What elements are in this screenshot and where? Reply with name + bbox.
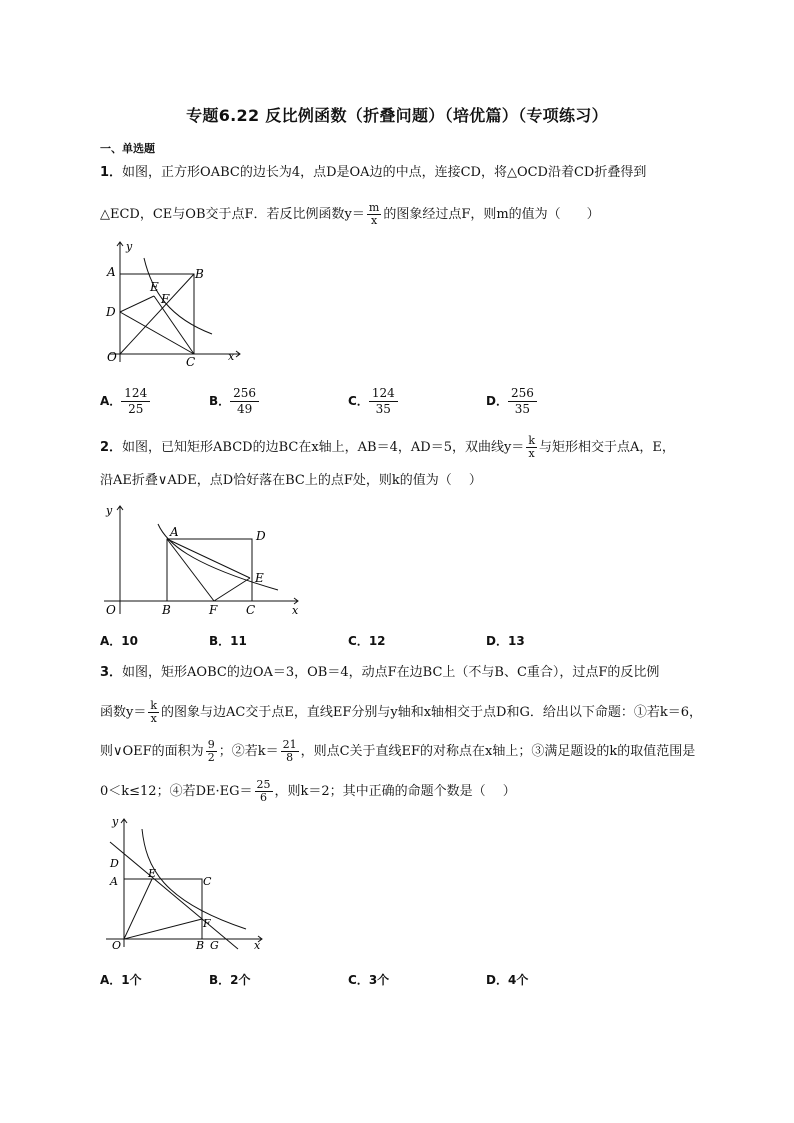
- q3-frac4-den: 6: [260, 791, 268, 804]
- q2-line-1: [100, 435, 675, 460]
- q3-segment-of: [124, 919, 202, 939]
- q2-option-b-value: 11: [230, 634, 247, 648]
- q1-text-2b: 的图象经过点F，则m的值为（ ）: [383, 207, 600, 222]
- q3-line-3: [100, 739, 695, 764]
- q1-label-f: F: [161, 292, 170, 306]
- q2-label-b: B: [162, 603, 171, 617]
- q2-figure: [100, 500, 305, 620]
- q2-number: 2．: [100, 440, 123, 455]
- q1-option-d-den: 35: [514, 402, 531, 416]
- q2-label-a: A: [170, 525, 179, 539]
- q3-text-2b: 的图象与边AC交于点E，直线EF分别与y轴和x轴相交于点D和G．给出以下命题：①若k＝6，: [161, 705, 702, 720]
- q1-option-c[interactable]: [348, 386, 398, 417]
- q1-option-c-num: 124: [369, 386, 398, 402]
- q1-option-a-frac: [121, 386, 150, 417]
- q3-text-3c: ，则点C关于直线EF的对称点在x轴上；③满足题设的k的取值范围是: [300, 744, 696, 759]
- q1-fraction: [367, 202, 381, 227]
- q1-option-c-den: 35: [375, 402, 391, 416]
- q1-number: 1．: [100, 165, 123, 180]
- q2-label-d: D: [256, 529, 266, 543]
- q3-fraction-2: [206, 739, 217, 764]
- q1-option-a-label: A．: [100, 394, 122, 408]
- section-heading: 一、单选题: [100, 142, 155, 155]
- q1-option-a[interactable]: [100, 386, 150, 417]
- q2-label-e: E: [255, 571, 264, 585]
- q3-label-y: y: [112, 815, 119, 828]
- q2-text-1a: 如图，已知矩形ABCD的边BC在x轴上，AB＝4，AD＝5，双曲线y＝: [122, 440, 525, 455]
- q3-option-b[interactable]: [209, 971, 251, 988]
- q2-option-b-label: B．: [209, 634, 231, 648]
- q3-frac1-num: k: [150, 699, 158, 712]
- q3-text-3a: 则∨OEF的面积为: [100, 744, 204, 759]
- q3-text-3b: ；②若k＝: [218, 744, 279, 759]
- q3-label-a: A: [110, 875, 118, 888]
- q2-option-d-value: 13: [507, 634, 525, 648]
- q1-text-1: 如图，正方形OABC的边长为4，点D是OA边的中点，连接CD，将△OCD沿着CD折叠得到: [122, 165, 647, 180]
- q2-segment-fe: [214, 578, 250, 601]
- q2-option-a[interactable]: [100, 632, 138, 649]
- q3-line-2: [100, 700, 702, 725]
- q3-fraction-3: [281, 739, 299, 764]
- q1-option-b-label: B．: [209, 394, 231, 408]
- q3-option-b-label: B．: [209, 973, 231, 987]
- q2-option-d[interactable]: [486, 632, 525, 649]
- q2-label-c: C: [246, 603, 256, 617]
- q3-option-c[interactable]: [348, 971, 389, 988]
- q1-line-1: [100, 163, 646, 183]
- q3-label-b: B: [196, 939, 205, 952]
- q1-figure: [100, 236, 250, 368]
- q3-line-dg: [110, 842, 238, 949]
- q3-option-d[interactable]: [486, 971, 528, 988]
- q1-option-d-label: D．: [486, 394, 508, 408]
- q1-option-c-label: C．: [348, 394, 369, 408]
- q3-option-a[interactable]: [100, 971, 142, 988]
- q3-label-e: E: [148, 867, 157, 880]
- q1-text-2a: △ECD，CE与OB交于点F．若反比例函数y＝: [100, 207, 365, 222]
- q3-fraction-4: [255, 779, 273, 804]
- q3-segment-oe: [124, 879, 152, 939]
- q2-fraction: [526, 435, 537, 460]
- q3-number: 3．: [100, 665, 123, 680]
- q2-frac-num: k: [528, 434, 535, 447]
- q1-label-e: E: [150, 280, 159, 294]
- q2-option-a-label: A．: [100, 634, 122, 648]
- q3-option-b-value: 2个: [230, 973, 251, 987]
- q3-frac4-num: 25: [256, 778, 271, 791]
- q1-option-a-den: 25: [128, 402, 144, 416]
- q1-option-b[interactable]: [209, 386, 259, 417]
- q2-label-f: F: [209, 603, 218, 617]
- q2-label-y: y: [106, 504, 113, 517]
- q1-label-d: D: [106, 305, 116, 319]
- q1-option-b-num: 256: [230, 386, 259, 402]
- q1-segment-de: [120, 296, 154, 312]
- q2-option-a-value: 10: [121, 634, 138, 648]
- q3-figure: [100, 815, 270, 955]
- q1-label-y: y: [126, 240, 133, 253]
- q1-frac-den: x: [370, 214, 378, 227]
- q2-option-c-label: C．: [348, 634, 369, 648]
- q2-option-c-value: 12: [368, 634, 386, 648]
- q2-text-2: 沿AE折叠∨ADE，点D恰好落在BC上的点F处，则k的值为（ ）: [100, 473, 482, 488]
- q2-option-b[interactable]: [209, 632, 247, 649]
- q2-segment-ae: [167, 539, 250, 578]
- q3-text-2a: 函数y＝: [100, 705, 147, 720]
- q3-label-c: C: [203, 875, 212, 888]
- q1-line-2: [100, 202, 600, 227]
- q2-frac-den: x: [528, 447, 535, 460]
- q1-label-a: A: [107, 265, 116, 279]
- q3-option-d-label: D．: [486, 973, 508, 987]
- q2-label-x: x: [292, 604, 299, 617]
- q3-line-4: [100, 779, 516, 804]
- q3-option-d-value: 4个: [507, 973, 529, 987]
- q3-frac1-den: x: [150, 712, 157, 725]
- q1-option-a-num: 124: [121, 386, 150, 402]
- q1-segment-ec: [154, 296, 194, 354]
- q3-fraction-1: [148, 700, 159, 725]
- q1-label-c: C: [186, 355, 196, 368]
- q3-frac2-den: 2: [207, 751, 215, 764]
- q3-option-c-label: C．: [348, 973, 369, 987]
- q3-label-f: F: [203, 917, 211, 930]
- q3-frac3-den: 8: [286, 751, 294, 764]
- q1-label-o: O: [107, 350, 117, 364]
- q1-option-b-den: 49: [236, 402, 253, 416]
- q2-label-o: O: [106, 603, 116, 617]
- q1-label-b: B: [195, 267, 204, 281]
- q3-frac3-num: 21: [282, 738, 297, 751]
- q1-option-d-frac: [508, 386, 537, 417]
- page-title: 专题6.22 反比例函数（折叠问题）（培优篇）（专项练习）: [186, 106, 608, 125]
- q3-label-o: O: [112, 939, 122, 952]
- q2-segment-af: [167, 539, 214, 601]
- q2-line-2: [100, 471, 482, 491]
- q3-text-1: 如图，矩形AOBC的边OA＝3，OB＝4，动点F在边BC上（不与B、C重合），过点F的反比例: [122, 665, 660, 680]
- q3-frac2-num: 9: [207, 738, 215, 751]
- q2-option-c[interactable]: [348, 632, 386, 649]
- q3-text-4b: ，则k＝2；其中正确的命题个数是（ ）: [274, 784, 516, 799]
- q1-label-x: x: [228, 350, 235, 363]
- q1-option-b-frac: [230, 386, 259, 417]
- q3-line-1: [100, 663, 659, 683]
- q2-text-1b: 与矩形相交于点A，E，: [538, 440, 675, 455]
- q3-option-a-value: 1个: [121, 973, 142, 987]
- q3-label-g: G: [210, 939, 219, 952]
- q3-label-d: D: [110, 857, 119, 870]
- q1-option-d-num: 256: [508, 386, 537, 402]
- q3-option-a-label: A．: [100, 973, 122, 987]
- q2-option-d-label: D．: [486, 634, 508, 648]
- q1-frac-num: m: [368, 201, 380, 214]
- q3-option-c-value: 3个: [368, 973, 390, 987]
- q1-option-c-frac: [369, 386, 398, 417]
- q2-rectangle: [167, 539, 252, 601]
- q1-option-d[interactable]: [486, 386, 537, 417]
- q3-text-4a: 0＜k≤12；④若DE·EG＝: [100, 784, 253, 799]
- q3-label-x: x: [254, 939, 261, 952]
